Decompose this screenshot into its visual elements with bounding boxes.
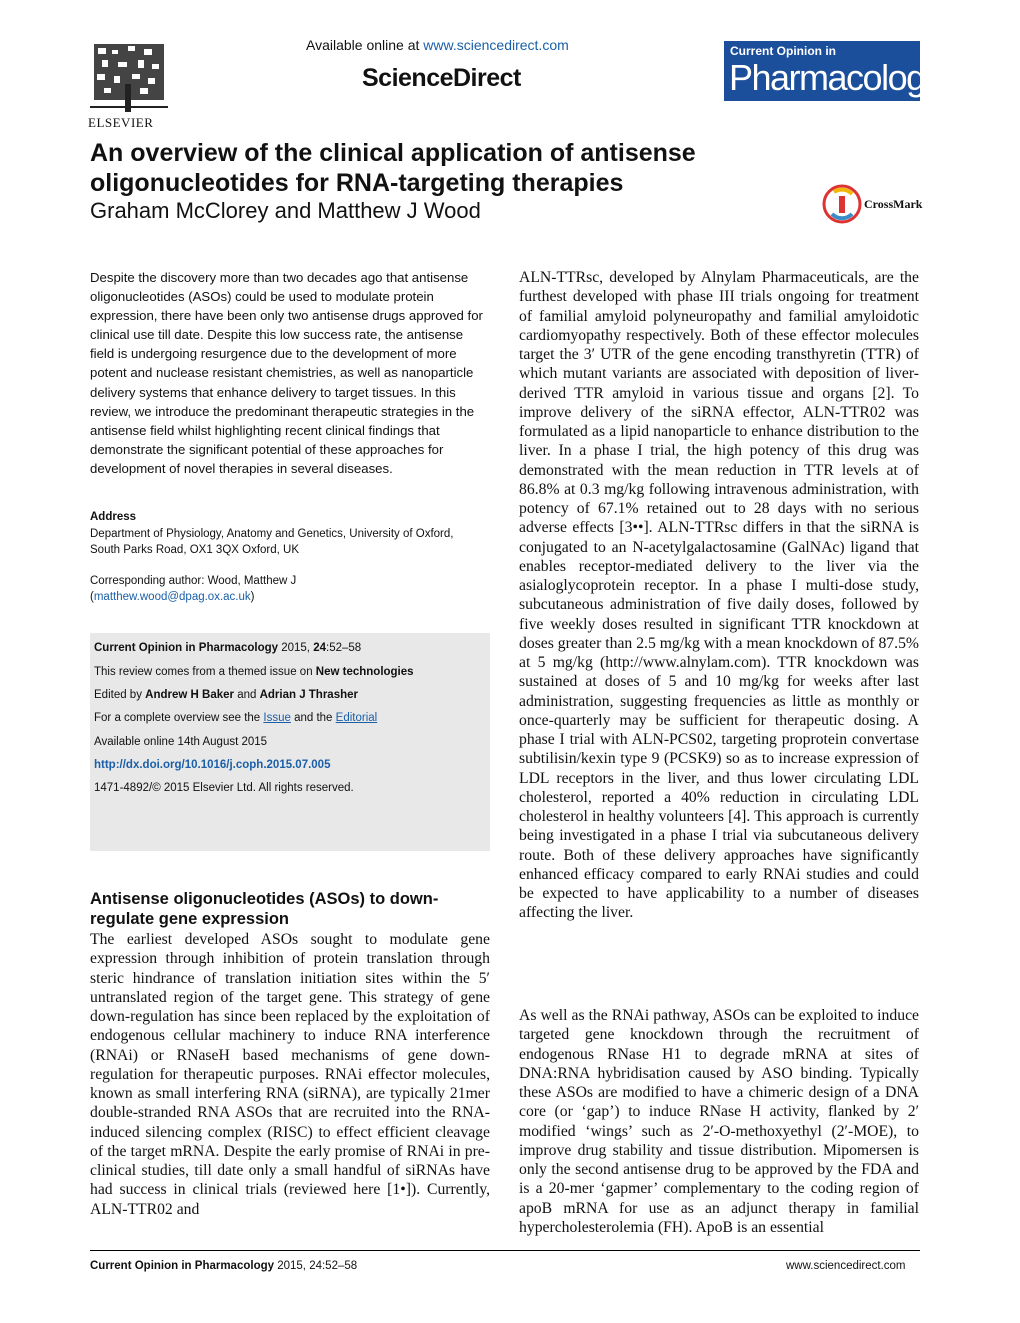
crossmark-label: CrossMark bbox=[864, 197, 923, 211]
citation-line: Current Opinion in Pharmacology 2015, 24:52–58 bbox=[94, 642, 362, 654]
doi-line bbox=[94, 759, 330, 771]
section-heading: Antisense oligonucleotides (ASOs) to down-regulate gene expression bbox=[90, 890, 439, 928]
elsevier-logo bbox=[88, 40, 170, 130]
corresponding-author: Corresponding author: Wood, Matthew J (matthew.wood@dpag.ox.ac.uk) bbox=[90, 575, 297, 603]
journal-banner bbox=[724, 41, 942, 101]
footer-citation: Current Opinion in Pharmacology 2015, 24:52–58 bbox=[90, 1260, 358, 1272]
overview-line: For a complete overview see the Issue and the Editorial bbox=[94, 712, 378, 724]
address-heading: Address bbox=[90, 511, 137, 523]
body-text-left: The earliest developed ASOs sought to modulate gene expression through inhibition of protein translation through steric hindrance of translation initiation sites within the 5′ untranslated region of the target gene. This strategy of gene down-regulation has since been replaced by the exploitation of endogenous cellular machinery to induce RNA interference (RNAi) or RNaseH based mechanisms of gene down-regulation for therapeutic purposes. RNAi effector molecules, known as small interfering RNA (siRNA), are typically 21mer double-stranded RNA ASOs that are recruited into the RNA-induced silencing complex (RISC) to effect efficient cleavage of the target mRNA. Despite the early promise of RNAi in pre-clinical studies, till date only a small handful of siRNAs have had success in clinical trials (reviewed here [1•]). Currently, ALN-TTR02 and bbox=[90, 931, 490, 1218]
crossmark-icon bbox=[822, 184, 862, 224]
article-info-box bbox=[90, 633, 490, 851]
publisher-name: ELSEVIER bbox=[88, 115, 154, 130]
editors-line: Edited by Andrew H Baker and Adrian J Thrasher bbox=[94, 689, 358, 701]
abstract: Despite the discovery more than two decades ago that antisense oligonucleotides (ASOs) could be used to modulate protein expression, there have been only two antisense drugs approved for clinical use till date. Despite this low success rate, the antisense field is undergoing resurgence due to the development of more potent and nuclease resistant chemistries, as well as nanoparticle delivery systems that enhance delivery to target tissues. In this review, we introduce the predominant therapeutic strategies in the antisense field whilst highlighting recent clinical findings that demonstrate the significant potential of these approaches for development of novel therapies in several diseases. bbox=[90, 270, 483, 476]
article-authors: Graham McClorey and Matthew J Wood bbox=[90, 198, 481, 223]
body-text-right-1: ALN-TTRsc, developed by Alnylam Pharmaceuticals, are the furthest developed with phase III trials ongoing for treatment of familial amyloid polyneuropathy and familial amyloidotic cardiomyopathy respectively. Both of these effector molecules target the 3′ UTR of the gene encoding transthyretin (TTR) of which mutant variants are associated with deposition of liver-derived TTR amyloid in various tissue and organs [2]. To improve delivery of the siRNA effector, ALN-TTR02 was formulated as a lipid nanoparticle to enhance distribution to the liver. In a phase I trial, the high potency of this drug was demonstrated with the mean reduction in TTR levels at of 86.8% at 0.3 mg/kg following intravenous administration, with potency of 67.1% retained out to 28 days with no serious adverse effects [3••]. ALN-TTRsc differs in that the siRNA is conjugated to an N-acetylgalactosamine (GalNAc) ligand that enables receptor-mediated delivery to the liver via the asialoglycoprotein receptor. In a phase I multi-dose study, subcutaneous administration of five daily doses, followed by five weekly doses resulted in significant TTR knockdown at doses greater than 2.5 mg/kg with a mean knockdown of 87.5% at 5 mg/kg (http://www.alnylam.com). TTR knockdown was sustained at doses of 5 and 10 mg/kg for weeks after last administration, suggesting frequencies as little as monthly or once-quarterly may be sufficient for therapeutic dosing. A phase I trial with ALN-PCS02, targeting proprotein convertase subtilisin/kexin type 9 (PCSK9) so as to increase expression of LDL receptors in the liver, and thus lower circulating LDL cholesterol, reported a 40% reduction in circulating LDL cholesterol in healthy volunteers [4]. This approach is currently being investigated in a phase I trial via subcutaneous delivery route. Both of these delivery approaches have significantly enhanced efficacy compared to early RNAi studies and could be expected to have applicability to a number of diseases affecting the liver. bbox=[519, 269, 919, 922]
footer-url[interactable]: www.sciencedirect.com bbox=[786, 1260, 906, 1272]
copyright-line: 1471-4892/© 2015 Elsevier Ltd. All rights reserved. bbox=[94, 782, 354, 794]
journal-name: Pharmacology bbox=[729, 57, 942, 98]
article-title: An overview of the clinical application of antisense oligonucleotides for RNA-targeting therapies bbox=[90, 139, 696, 197]
available-date: Available online 14th August 2015 bbox=[94, 736, 268, 748]
available-online: Available online at www.sciencedirect.com bbox=[306, 37, 569, 53]
theme-line: This review comes from a themed issue on New technologies bbox=[94, 666, 414, 678]
editorial-link[interactable]: Editorial bbox=[335, 712, 378, 724]
sciencedirect-link[interactable]: www.sciencedirect.com bbox=[423, 37, 569, 53]
doi-link[interactable]: http://dx.doi.org/10.1016/j.coph.2015.07.005 bbox=[94, 759, 331, 771]
footer-divider bbox=[90, 1250, 920, 1251]
elsevier-tree-icon bbox=[88, 40, 170, 114]
issue-link[interactable]: Issue bbox=[263, 712, 291, 724]
journal-series: Current Opinion in bbox=[730, 44, 836, 58]
sciencedirect-wordmark: ScienceDirect bbox=[362, 64, 521, 92]
crossmark-badge[interactable] bbox=[822, 184, 923, 229]
address: Department of Physiology, Anatomy and Genetics, University of Oxford, South Parks Road, OX1 3QX Oxford, UK bbox=[90, 528, 454, 556]
author-email-link[interactable]: matthew.wood@dpag.ox.ac.uk bbox=[93, 591, 251, 603]
body-text-right-2: As well as the RNAi pathway, ASOs can be exploited to induce targeted gene knockdown through the recruitment of endogenous RNase H1 to degrade mRNA at sites of DNA:RNA hybridisation caused by ASO binding. Typically these ASOs are modified to have a chimeric design of a DNA core (or ‘gap’) to induce RNase H activity, flanked by 2′ modified ‘wings’ such as 2′-O-methoxyethyl (2′-MOE), to improve drug stability and tissue distribution. Mipomersen is only the second antisense drug to be approved by the FDA and is a 20-mer ‘gapmer’ complementary to the coding region of apoB mRNA for use as an adjunct therapy in familial hypercholesterolemia (FH). ApoB is an essential bbox=[519, 1007, 919, 1236]
